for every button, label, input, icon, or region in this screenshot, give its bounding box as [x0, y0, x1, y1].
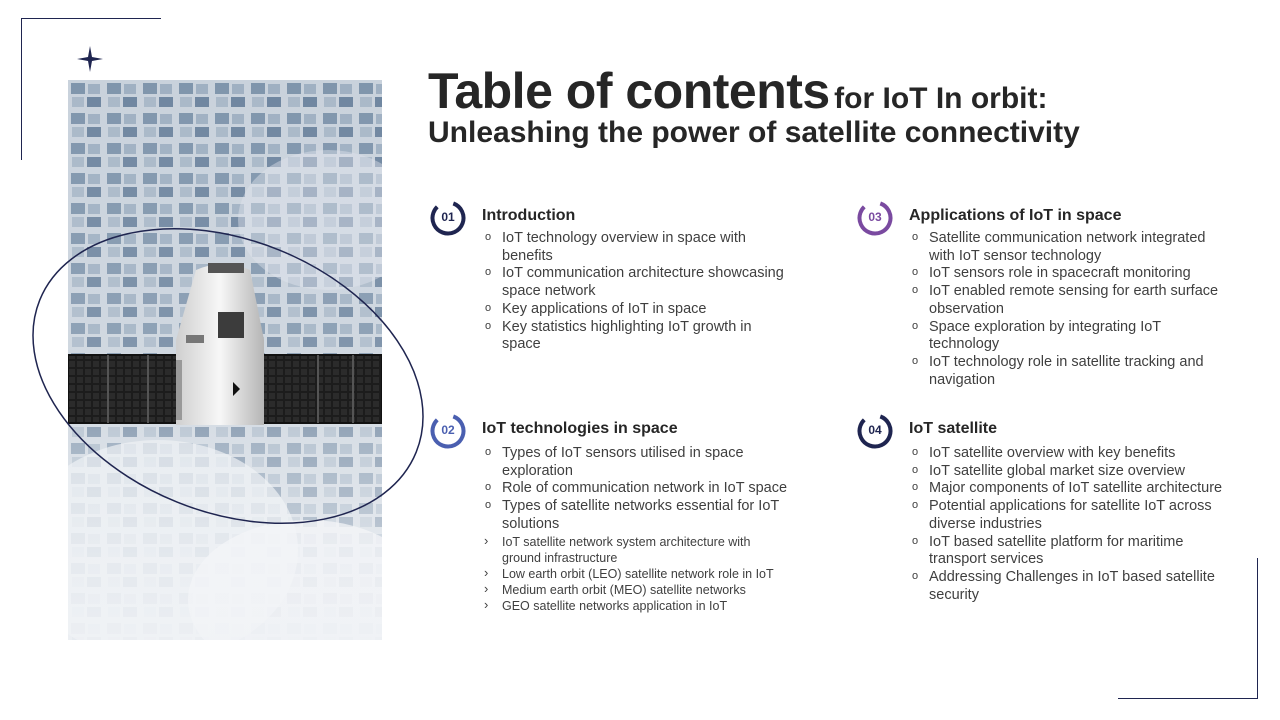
- list-item: o IoT satellite overview with key benefits: [909, 445, 1229, 463]
- sub-list-item: › GEO satellite networks application in IoT: [482, 598, 782, 614]
- sub-list-item: › Low earth orbit (LEO) satellite network role in IoT: [482, 566, 782, 582]
- list-item: o Types of satellite networks essential for IoT solutions: [482, 498, 802, 533]
- list-item: o IoT enabled remote sensing for earth surface observation: [909, 283, 1227, 318]
- frame-corner-top-left-vertical: [21, 18, 22, 160]
- section-number-badge: [857, 200, 893, 236]
- sub-list-container: [482, 534, 802, 614]
- list-item: o Addressing Challenges in IoT based satellite security: [909, 569, 1229, 604]
- list-item: o Potential applications for satellite IoT across diverse industries: [909, 498, 1229, 533]
- section-item-list: [909, 445, 1229, 604]
- section-item-list: [482, 230, 792, 354]
- list-item: o Space exploration by integrating IoT technology: [909, 319, 1227, 354]
- section-heading: IoT satellite: [909, 420, 998, 437]
- list-item: o Key applications of IoT in space: [482, 301, 792, 319]
- list-item: o Satellite communication network integrated with IoT sensor technology: [909, 230, 1227, 265]
- title-main: Table of contents: [428, 63, 830, 119]
- section-heading: Introduction: [482, 207, 576, 224]
- section-heading: Applications of IoT in space: [909, 207, 1122, 224]
- list-item: o Key statistics highlighting IoT growth in space: [482, 319, 792, 354]
- page-title: [428, 62, 1248, 150]
- frame-corner-bottom-right-vertical: [1257, 558, 1258, 699]
- section-number-badge: [430, 200, 466, 236]
- satellite-photo: [68, 80, 382, 640]
- frame-corner-bottom-right: [1118, 698, 1258, 699]
- section-number: 04: [868, 423, 882, 437]
- list-item: o IoT communication architecture showcasing space network: [482, 265, 792, 300]
- list-item: o IoT technology role in satellite tracking and navigation: [909, 354, 1227, 389]
- list-item: o IoT sensors role in spacecraft monitoring: [909, 265, 1227, 283]
- section-number-badge: [430, 413, 466, 449]
- section-heading: IoT technologies in space: [482, 420, 678, 437]
- section-item-list: [909, 230, 1227, 389]
- list-item: o Major components of IoT satellite architecture: [909, 480, 1229, 498]
- list-item: o Role of communication network in IoT space: [482, 480, 802, 498]
- section-item-list: [482, 445, 802, 614]
- section-number-badge: [857, 413, 893, 449]
- list-item: o Types of IoT sensors utilised in space exploration: [482, 445, 802, 480]
- sparkle-star-icon: [77, 46, 103, 72]
- list-item: o IoT technology overview in space with benefits: [482, 230, 792, 265]
- list-item: o IoT based satellite platform for maritime transport services: [909, 534, 1229, 569]
- sub-list-item: › Medium earth orbit (MEO) satellite networks: [482, 582, 782, 598]
- list-item: o IoT satellite global market size overview: [909, 463, 1229, 481]
- sub-list-item: › IoT satellite network system architecture with ground infrastructure: [482, 534, 782, 566]
- title-subtitle-part1: for IoT In orbit:: [834, 82, 1048, 115]
- title-subtitle-part2: Unleashing the power of satellite connectivity: [428, 116, 1080, 149]
- section-number: 01: [441, 210, 455, 224]
- sub-item-list: [482, 534, 782, 614]
- frame-corner-top-left: [21, 18, 161, 19]
- section-number: 03: [868, 210, 882, 224]
- section-number: 02: [441, 423, 455, 437]
